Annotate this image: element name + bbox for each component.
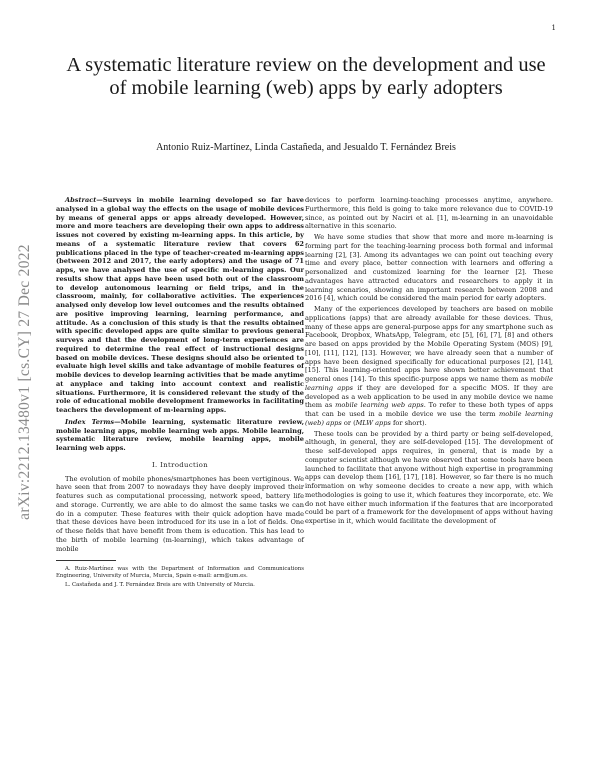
abstract-label: Abstract [65,196,97,204]
text-run: . To refer to these both types of apps that can be used in a mobile device we use the term [305,401,553,418]
index-terms-label: Index Terms [65,417,115,426]
arxiv-identifier-stamp: arXiv:2212.13480v1 [cs.CY] 27 Dec 2022 [16,244,33,520]
term-mlw-apps: MLW apps [355,418,391,427]
footnote-affiliation-1: A. Ruiz-Martínez was with the Department of Information and Communications Engineering, University of Murcia, Murcia, Spain e-mail: arm@um.es. [56,566,304,580]
abstract-text: —Surveys in mobile learning developed so far have analysed in a global way the effects on the usage of mobile devices by means of general apps or apps already developed. However, more and more teachers are developing their own apps to address issues not covered by existing m-learning apps. In this article, by means of a systematic literature review that covers 62 publications placed in the type of teacher-created m-learning apps (between 2012 and 2017, the early adopters) and the usage of 71 apps, we have analysed the use of specific m-learning apps. Our results show that apps have been used both out of the classroom to develop autonomous learning or field trips, and in the classroom, mainly, for collaborative activities. The experiences analysed only develop low level outcomes and the results obtained are positive improving learning, learning performance, and attitude. As a conclusion of this study is that the results obtained with specific developed apps are quite similar to previous general surveys and that the development of long-term experiences are required to determine the real effect of instructional designs based on mobile devices. These designs should also be oriented to evaluate high level skills and take advantage of mobile features of mobile devices to develop learning activities that be made anytime at anyplace and taking into account context and realistic situations. Furthermore, it is considered relevant the study of the role of educational mobile development frameworks in facilitating teachers the development of m-learning apps. [56,196,304,414]
author-list: Antonio Ruiz-Martínez, Linda Castañeda, and Jesualdo T. Fernández Breis [156,142,456,153]
body-paragraph: These tools can be provided by a third party or being self-developed, although, in general, they are self-developed [15]. The development of these self-developed apps requires, in general, that is made by a computer scientist although we have observed that some tools have been launched to facilitate that anyone without high expertise in programming apps can develop them [16], [17], [18]. However, so far there is no much information on why someone decides to create a new app, with which methodologies is going to use it, which features they incorporate, etc. We do not have either much information if the features that are incorporated could be part of a framework for the development of apps without having expertise in it, which would facilitate the development of [305,429,553,525]
footnote-rule [56,560,116,561]
term-mobile-learning-apps: mobile learning apps [305,375,553,392]
text-run: if they are developed for a specific MOS. If they are developed as a web application to be used in any mobile device we name them as [305,383,553,410]
index-terms-text: —Mobile learning, systematic literature review, mobile learning apps, mobile learning web apps. Mobile learning, systematic literature review, mobile learning apps, mobile learning web apps. [56,417,305,452]
text-run: for short). [390,418,427,427]
right-column [305,196,553,528]
left-column [56,196,304,591]
term-mobile-learning-web-apps-combined: mobile learning (web) apps [305,410,553,427]
body-paragraph: We have some studies that show that more and more m-learning is forming part for the teaching-learning process both formal and informal learning [2], [3]. Among its advantages we can point out teaching every time and every place, better connection with learners and offering a personalized and customized learning for the learner [2]. These advantages have attracted educators and researchers to apply it in learning scenarios, showing an important research between 2008 and 2016 [4], which could be considered the main period for early adopters. [305,233,553,303]
body-paragraph [305,305,553,428]
intro-paragraph: The evolution of mobile phones/smartphones has been vertiginous. We have seen that from 2007 to nowadays they have deeply improved their features such as computational processing, network speed, battery life and storage. Currently, we are able to do almost the same tasks we can do in a computer. These features with their quick adoption have made that these devices have been introduced for its use in a lot of fields. One of these fields that have benefit from them is education. This has lead to the birth of mobile learning (m-learning), which takes advantage of mobile [56,474,304,553]
index-terms [56,418,304,453]
page-number: 1 [551,24,556,32]
text-run: or ( [341,418,356,427]
section-heading-introduction: I. Introduction [151,460,209,469]
footnote-affiliation-2: L. Castañeda and J. T. Fernández Breis are with University of Murcia. [65,582,255,589]
paper-title: A systematic literature review on the development and use of mobile learning (web) apps by early adopters [66,54,546,99]
abstract [56,196,304,415]
term-mobile-learning-web-apps: mobile learning web apps [335,401,424,410]
body-paragraph: devices to perform learning-teaching processes anytime, anywhere. Furthermore, this field is going to take more relevance due to COVID-19 since, as pointed out by Naciri et al. [1], m-learning in an unavoidable alternative in this scenario. [305,196,553,231]
text-run: Many of the experiences developed by teachers are based on mobile applications (apps) that are already available for these devices. Thus, many of these apps are general-purpose apps for any smartphone such as Facebook, Dropbox, WhatsApp, Telegram, etc [5], [6], [7], [8] and others are based on apps provided by the Mobile Operating System (MOS) [9], [10], [11], [12], [13]. However, we have already seen that a number of apps have been designed specifically for educational purposes [2], [14], [15]. This learning-oriented apps have shown better achievement that general ones [14]. To this specific-purpose apps we name them as [305,305,553,383]
